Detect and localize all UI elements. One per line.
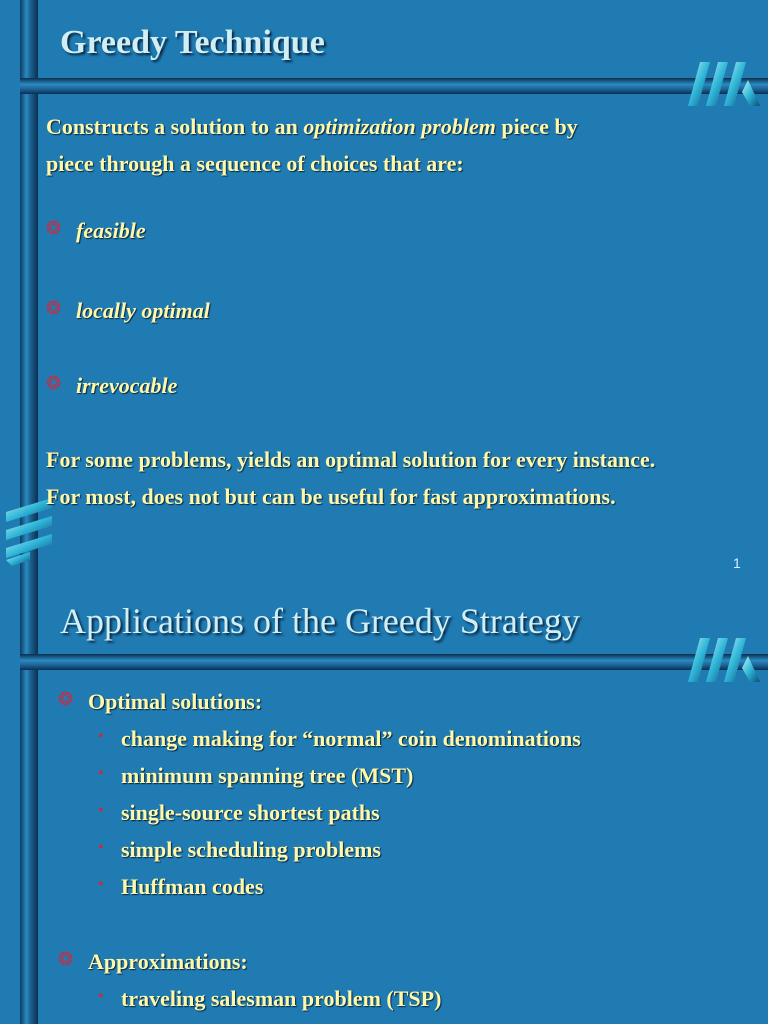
slide1-title: Greedy Technique <box>60 24 325 61</box>
list-item: Huffman codes <box>121 874 264 899</box>
list-item: change making for “normal” coin denominations <box>121 726 581 751</box>
bullet-feasible: feasible <box>76 218 146 243</box>
flower-bullet-icon: ❂ <box>46 373 62 393</box>
page-number: 1 <box>733 555 741 571</box>
closing-line-1: For some problems, yields an optimal solution for every instance. <box>46 447 656 472</box>
bullet-locally-optimal: locally optimal <box>76 298 210 323</box>
dot-bullet-icon: • <box>98 988 104 1005</box>
list-item: simple scheduling problems <box>121 837 381 862</box>
slash-stripes-icon <box>686 60 762 108</box>
slide2-title: Applications of the Greedy Strategy <box>60 601 580 641</box>
flower-bullet-icon: ❂ <box>58 689 74 709</box>
approximations-heading: Approximations: <box>88 949 248 974</box>
dot-bullet-icon: • <box>98 876 104 893</box>
slash-stripes-icon <box>686 636 762 684</box>
flower-bullet-icon: ❂ <box>46 298 62 318</box>
dot-bullet-icon: • <box>98 839 104 856</box>
list-item: minimum spanning tree (MST) <box>121 763 414 788</box>
dot-bullet-icon: • <box>98 765 104 782</box>
dot-bullet-icon: • <box>98 802 104 819</box>
list-item: single-source shortest paths <box>121 800 380 825</box>
flower-bullet-icon: ❂ <box>46 218 62 238</box>
intro-line-1: Constructs a solution to an optimization problem piece by <box>46 114 578 139</box>
slide2-title-bar <box>20 654 768 670</box>
intro-line-2: piece through a sequence of choices that are: <box>46 151 464 176</box>
slide1-title-bar <box>20 78 768 94</box>
flower-bullet-icon: ❂ <box>58 949 74 969</box>
dot-bullet-icon: • <box>98 728 104 745</box>
closing-line-2: For most, does not but can be useful for fast approximations. <box>46 484 616 509</box>
bullet-irrevocable: irrevocable <box>76 373 178 398</box>
list-item: traveling salesman problem (TSP) <box>121 986 442 1011</box>
optimal-solutions-heading: Optimal solutions: <box>88 689 263 714</box>
